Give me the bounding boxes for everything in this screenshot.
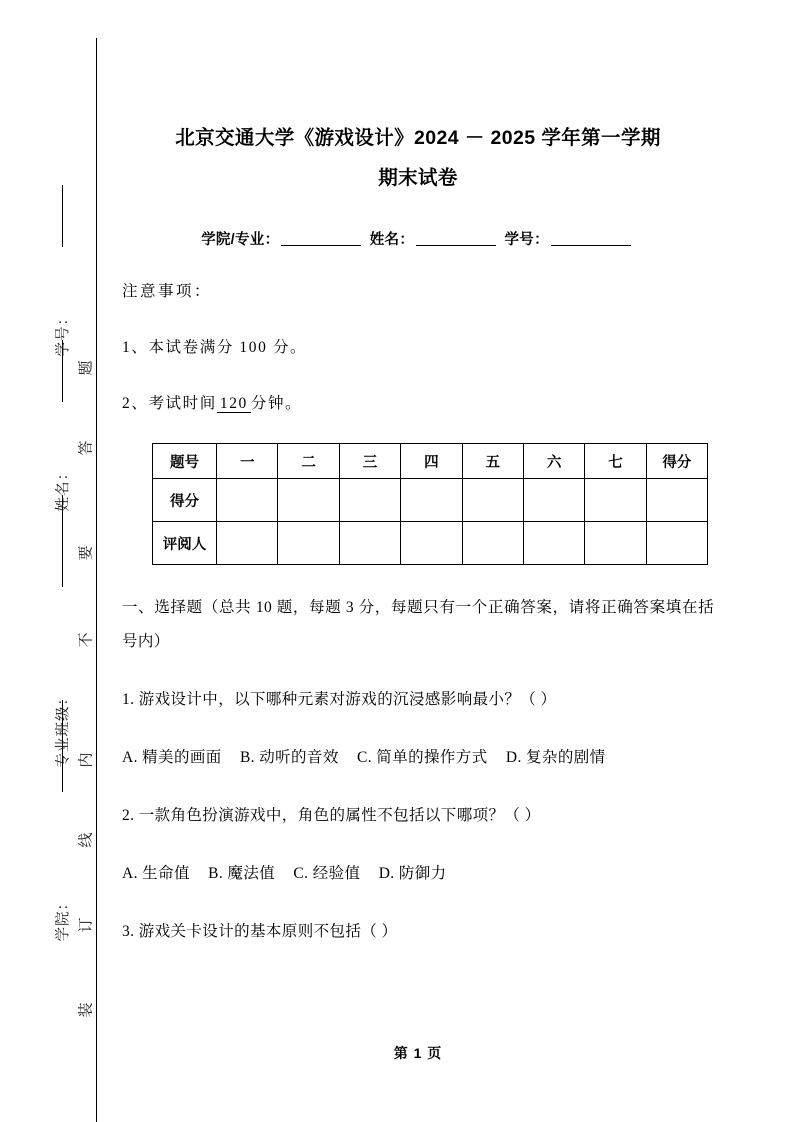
- score-table-header-6: 六: [523, 444, 584, 479]
- college-major-blank[interactable]: [281, 245, 361, 246]
- seal-char-yao: 要: [78, 545, 95, 561]
- score-table-header-0: 题号: [153, 444, 217, 479]
- score-table: [152, 443, 708, 565]
- page-footer: 第 1 页: [393, 1045, 443, 1061]
- student-id-label: 学号：: [504, 232, 549, 248]
- seal-char-da: 答: [78, 440, 95, 456]
- question-2-option-c[interactable]: C. 经验值: [293, 865, 361, 882]
- question-2-options: [122, 857, 714, 891]
- reviewer-cell[interactable]: [523, 522, 584, 565]
- reviewer-cell[interactable]: [339, 522, 400, 565]
- exam-duration-value: 120: [217, 395, 251, 413]
- table-row-reviewer: [153, 522, 708, 565]
- question-1-option-b[interactable]: B. 动听的音效: [239, 749, 339, 766]
- reviewer-cell[interactable]: [401, 522, 462, 565]
- score-table-header-7: 七: [585, 444, 646, 479]
- question-1-option-c[interactable]: C. 简单的操作方式: [357, 749, 488, 766]
- score-cell[interactable]: [523, 479, 584, 522]
- reviewer-row-label: 评阅人: [153, 522, 217, 565]
- notice-item-1: 1、本试卷满分 100 分。: [122, 339, 308, 356]
- reviewer-cell[interactable]: [217, 522, 278, 565]
- score-cell[interactable]: [401, 479, 462, 522]
- question-2-option-a[interactable]: A. 生命值: [122, 865, 190, 882]
- seal-char-ti: 题: [78, 360, 95, 376]
- reviewer-cell[interactable]: [462, 522, 523, 565]
- section-one-heading: 一、选择题（总共 10 题，每题 3 分，每题只有一个正确答案，请将正确答案填在括号内）: [122, 599, 714, 650]
- student-id-blank[interactable]: [551, 245, 631, 246]
- sidebar-label-class: 专业班级：: [55, 690, 72, 768]
- score-cell[interactable]: [462, 479, 523, 522]
- seal-char-zhuang: 装: [78, 1002, 95, 1018]
- seal-char-bu: 不: [78, 632, 95, 648]
- seal-char-nei: 内: [78, 752, 95, 768]
- sidebar-blank-line-1: [62, 185, 63, 247]
- score-cell[interactable]: [339, 479, 400, 522]
- score-cell[interactable]: [278, 479, 339, 522]
- notice-heading: 注意事项：: [122, 283, 213, 300]
- question-1-option-a[interactable]: A. 精美的画面: [122, 749, 222, 766]
- score-table-header-8: 得分: [646, 444, 707, 479]
- score-table-header-4: 四: [401, 444, 462, 479]
- sidebar-label-student-id: 学号：: [55, 310, 72, 357]
- seal-char-ding: 订: [78, 917, 95, 933]
- question-1-options: [122, 741, 714, 775]
- table-row-header: [153, 444, 708, 479]
- score-table-header-1: 一: [217, 444, 278, 479]
- question-2-option-b[interactable]: B. 魔法值: [208, 865, 276, 882]
- score-cell[interactable]: [585, 479, 646, 522]
- college-major-label: 学院/专业：: [201, 232, 280, 248]
- sidebar-solid-rule: [96, 38, 97, 1122]
- score-row-label: 得分: [153, 479, 217, 522]
- exam-paper-body: [122, 0, 714, 949]
- score-cell[interactable]: [217, 479, 278, 522]
- binding-sidebar: [0, 0, 118, 1122]
- sidebar-label-name: 姓名：: [55, 465, 72, 512]
- score-cell[interactable]: [646, 479, 707, 522]
- student-info-line: [122, 228, 714, 249]
- table-row-score: [153, 479, 708, 522]
- question-2-option-d[interactable]: D. 防御力: [378, 865, 447, 882]
- score-table-header-5: 五: [462, 444, 523, 479]
- reviewer-cell[interactable]: [646, 522, 707, 565]
- page-title-line-1: 北京交通大学《游戏设计》2024 － 2025 学年第一学期: [175, 127, 661, 149]
- question-2-stem: 2. 一款角色扮演游戏中，角色的属性不包括以下哪项？（ ）: [122, 807, 541, 824]
- question-3-stem: 3. 游戏关卡设计的基本原则不包括（ ）: [122, 923, 398, 940]
- name-label: 姓名：: [369, 232, 415, 248]
- reviewer-cell[interactable]: [278, 522, 339, 565]
- exam-duration-prefix: 2、考试时间: [122, 395, 217, 412]
- score-table-header-2: 二: [278, 444, 339, 479]
- name-blank[interactable]: [416, 245, 496, 246]
- exam-duration-suffix: 分钟。: [250, 395, 303, 412]
- reviewer-cell[interactable]: [585, 522, 646, 565]
- page-title-line-2: 期末试卷: [378, 167, 458, 189]
- question-1-stem: 1. 游戏设计中，以下哪种元素对游戏的沉浸感影响最小？（ ）: [122, 691, 557, 708]
- seal-char-xian: 线: [78, 832, 95, 848]
- question-1-option-d[interactable]: D. 复杂的剧情: [505, 749, 606, 766]
- score-table-header-3: 三: [339, 444, 400, 479]
- sidebar-label-college: 学院：: [55, 895, 72, 942]
- notice-item-2: [122, 391, 714, 413]
